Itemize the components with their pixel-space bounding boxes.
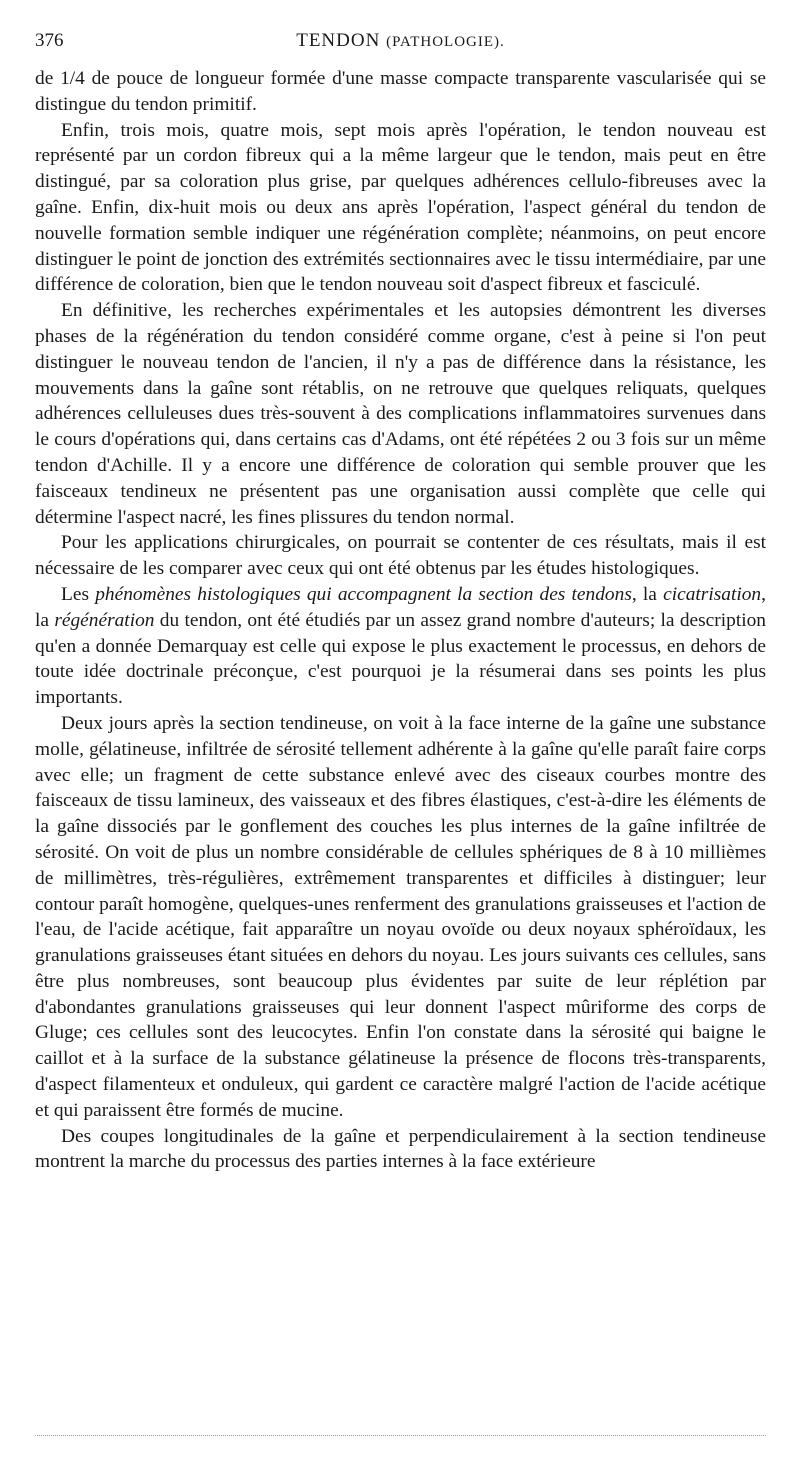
running-title-sub: (PATHOLOGIE). (386, 34, 505, 50)
body-text (35, 66, 766, 1175)
running-title (35, 30, 766, 52)
page-number: 376 (35, 30, 64, 51)
italic-phrase: phénomènes histologiques qui accompagnent la section des tendons (95, 583, 632, 605)
text-run: En définitive, les recherches expérimentales et les autopsies démontrent les diverses phases de la régénération du tendon considéré comme organe, c'est à peine si l'on peut distinguer le nouveau tendon de l'ancien, il n'y a pas de différence dans la résistance, les mouvements dans la gaîne sont rétablis, on ne retrouve que quelques reliquats, quelques adhérences celluleuses dues très-souvent à des complications inflammatoires survenues dans le cours d'opérations qui, dans certains cas d'Adams, ont été répétées 2 ou 3 fois sur un même tendon d'Achille. Il y a encore une différence de coloration qui semble prouver que les faisceaux tendineux ne présentent pas une organisation aussi complète que celle qui détermine l'aspect nacré, les fines plissures du tendon normal. (35, 300, 766, 528)
paragraph (35, 582, 766, 711)
paragraph (35, 1124, 766, 1176)
text-run: Deux jours après la section tendineuse, on voit à la face interne de la gaîne une substance molle, gélatineuse, infiltrée de sérosité tellement adhérente à la gaîne qu'elle paraît faire corps avec elle; un fragment de cette substance enlevé avec des ciseaux courbes montre des faisceaux de tissu lamineux, des vaisseaux et des fibres élastiques, c'est-à-dire les éléments de la gaîne dissociés par le gonflement des couches les plus internes de la gaîne infiltrée de sérosité. On voit de plus un nombre considérable de cellules sphériques de 8 à 10 millièmes de millimètres, très-régulières, extrêmement transparentes et difficiles à distinguer; leur contour paraît homogène, quelques-unes renferment des granulations graisseuses et l'action de l'eau, de l'acide acétique, fait apparaître un noyau ovoïde ou deux noyaux sphéroïdaux, les granulations graisseuses étant situées en dehors du noyau. Les jours suivants ces cellules, sans être plus nombreuses, sont beaucoup plus évidentes par suite de leur réplétion par d'abondantes granulations graisseuses qui leur donnent l'aspect mûriforme des corps de Gluge; ces cellules sont des leucocytes. Enfin l'on constate dans la sérosité qui baigne le caillot et à la surface de la substance gélatineuse la présence de flocons très-transparents, d'aspect filamenteux et onduleux, qui gardent ce caractère malgré l'action de l'acide acétique et qui paraissent être formés de mucine. (35, 712, 766, 1121)
text-run: Des coupes longitudinales de la gaîne et perpendiculairement à la section tendineuse montrent la marche du processus des parties internes à la face extérieure (35, 1125, 766, 1173)
text-run: Enfin, trois mois, quatre mois, sept mois après l'opération, le tendon nouveau est représenté par un cordon fibreux qui a la même largeur que le tendon, mais peut en être distingué, par sa coloration plus grise, par quelques adhérences cellulo-fibreuses avec la gaîne. Enfin, dix-huit mois ou deux ans après l'opération, l'aspect général du tendon de nouvelle formation semble indiquer une régénération complète; néanmoins, on peut encore distinguer le point de jonction des extrémités sectionnaires avec le tissu intermédiaire, par une différence de coloration, bien que le tendon nouveau soit d'aspect fibreux et fasciculé. (35, 119, 766, 296)
paragraph (35, 118, 766, 299)
text-run: Les (61, 583, 96, 605)
footer-dotted-rule (35, 1435, 766, 1436)
running-title-main: TENDON (296, 30, 381, 51)
paragraph (35, 298, 766, 530)
text-run: de 1/4 de pouce de longueur formée d'une masse compacte transparente vascularisée qui se distingue du tendon primitif. (35, 68, 766, 115)
text-run: , la (631, 583, 664, 605)
text-run: du tendon, ont été étudiés par un assez grand nombre d'auteurs; la description qu'en a donnée Demarquay est celle qui expose le plus exactement le processus, en dehors de toute idée doctrinale préconçue, c'est pourquoi je la résumerai dans ses points les plus importants. (35, 609, 766, 709)
running-header (35, 30, 766, 60)
italic-phrase: régénération (54, 609, 155, 631)
italic-phrase: cicatrisation (663, 583, 762, 605)
paragraph (35, 66, 766, 118)
text-run: , la (35, 583, 766, 631)
text-run: Pour les applications chirurgicales, on pourrait se contenter de ces résultats, mais il est nécessaire de les comparer avec ceux qui ont été obtenus par les études histologiques. (35, 532, 766, 580)
paragraph (35, 711, 766, 1124)
paragraph (35, 530, 766, 582)
